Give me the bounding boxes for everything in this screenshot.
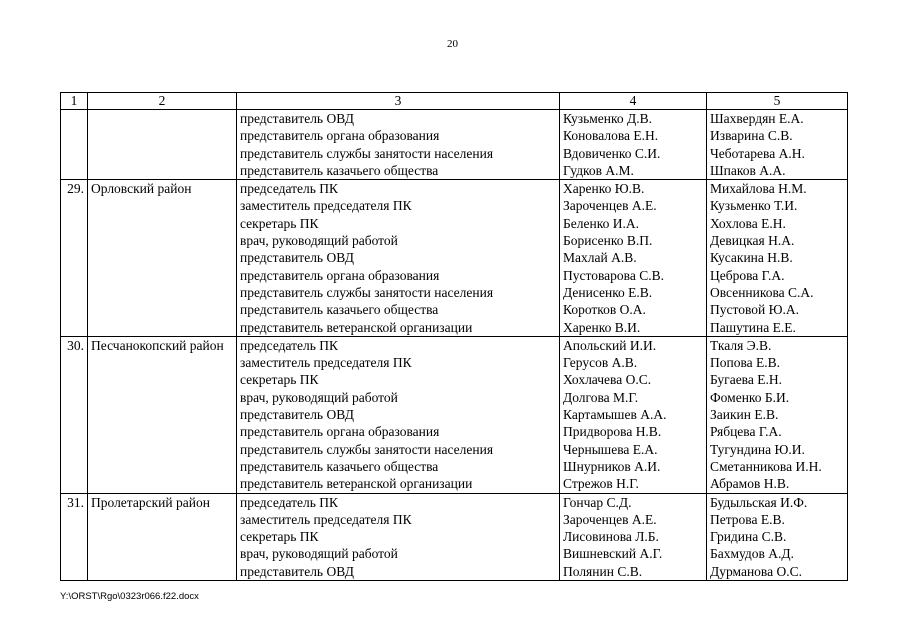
- member-cell: [560, 493, 707, 580]
- role-line: председатель ПК: [240, 337, 339, 353]
- reserve-name: Бугаева Е.Н.: [710, 372, 782, 388]
- reserve-name: Девицкая Н.А.: [710, 233, 795, 249]
- reserve-name: Рябцева Г.А.: [710, 424, 782, 440]
- role-line: представитель казачьего общества: [240, 162, 439, 178]
- member-cell: [560, 180, 707, 337]
- column-header: 3: [237, 93, 560, 110]
- role-line: заместитель председателя ПК: [240, 511, 412, 527]
- row-number: [61, 110, 88, 180]
- member-name: Придворова Н.В.: [563, 424, 662, 440]
- role-line: представитель органа образования: [240, 267, 440, 283]
- member-name: Пустоварова С.В.: [563, 267, 664, 283]
- member-name: Гончар С.Д.: [563, 494, 632, 510]
- reserve-name: Шахвердян Е.А.: [710, 111, 804, 126]
- role-line: врач, руководящий работой: [240, 546, 398, 562]
- role-line: представитель ОВД: [240, 407, 354, 423]
- reserve-name: Михайлова Н.М.: [710, 181, 807, 197]
- column-header: 1: [61, 93, 88, 110]
- role-line: председатель ПК: [240, 494, 339, 510]
- member-name: Кузьменко Д.В.: [563, 111, 652, 126]
- reserve-name: Шпаков А.А.: [710, 162, 786, 178]
- column-header: 4: [560, 93, 707, 110]
- reserve-name: Овсенникова С.А.: [710, 284, 814, 300]
- district-name: Пролетарский район: [88, 493, 237, 580]
- role-line: секретарь ПК: [240, 215, 319, 231]
- role-line: секретарь ПК: [240, 372, 319, 388]
- member-name: Лисовинова Л.Б.: [563, 529, 659, 545]
- reserve-name: Пустовой Ю.А.: [710, 302, 799, 318]
- role-line: врач, руководящий работой: [240, 233, 398, 249]
- member-name: Вдовиченко С.И.: [563, 145, 661, 161]
- role-line: секретарь ПК: [240, 529, 319, 545]
- table-row: [61, 493, 848, 580]
- role-line: заместитель председателя ПК: [240, 198, 412, 214]
- reserve-name: Кусакина Н.В.: [710, 250, 793, 266]
- member-name: Денисенко Е.В.: [563, 284, 653, 300]
- role-line: заместитель председателя ПК: [240, 355, 412, 371]
- column-header: 5: [707, 93, 848, 110]
- member-name: Харенко Ю.В.: [563, 181, 645, 197]
- role-line: представитель службы занятости населения: [240, 284, 494, 300]
- member-name: Хохлачева О.С.: [563, 372, 652, 388]
- reserve-name: Бахмудов А.Д.: [710, 546, 795, 562]
- member-name: Вишневский А.Г.: [563, 546, 663, 562]
- table-header-row: [61, 93, 848, 110]
- footer-file-path: Y:\ORST\Rgo\0323r066.f22.docx: [60, 591, 199, 602]
- member-name: Герусов А.В.: [563, 355, 638, 371]
- role-line: председатель ПК: [240, 181, 339, 197]
- reserve-name: Сметанникова И.Н.: [710, 458, 822, 474]
- reserve-name: Дурманова О.С.: [710, 563, 802, 579]
- reserve-name: Кузьменко Т.И.: [710, 198, 798, 214]
- member-name: Гудков А.М.: [563, 162, 634, 178]
- reserve-cell: [707, 180, 848, 337]
- role-line: представитель ОВД: [240, 563, 354, 579]
- reserve-name: Попова Е.В.: [710, 355, 781, 371]
- member-name: Шнурников А.И.: [563, 458, 661, 474]
- row-number: 29.: [61, 180, 88, 337]
- member-name: Коновалова Е.Н.: [563, 128, 659, 144]
- reserve-name: Пашутина Е.Е.: [710, 319, 796, 335]
- role-line: представитель ОВД: [240, 250, 354, 266]
- reserve-cell: [707, 110, 848, 180]
- member-name: Картамышев А.А.: [563, 407, 667, 423]
- role-line: представитель органа образования: [240, 424, 440, 440]
- member-cell: [560, 336, 707, 493]
- district-name: Песчанокопский район: [88, 336, 237, 493]
- reserve-cell: [707, 336, 848, 493]
- reserve-name: Гридина С.В.: [710, 529, 787, 545]
- role-line: представитель службы занятости населения: [240, 145, 494, 161]
- member-name: Зароченцев А.Е.: [563, 511, 657, 527]
- reserve-name: Хохлова Е.Н.: [710, 215, 786, 231]
- member-name: Коротков О.А.: [563, 302, 646, 318]
- member-name: Борисенко В.П.: [563, 233, 653, 249]
- district-name: Орловский район: [88, 180, 237, 337]
- member-name: Чернышева Е.А.: [563, 441, 658, 457]
- role-line: представитель ветеранской организации: [240, 476, 473, 492]
- role-cell: [237, 493, 560, 580]
- column-header: 2: [88, 93, 237, 110]
- role-line: представитель ОВД: [240, 111, 354, 126]
- district-name: [88, 110, 237, 180]
- member-name: Стрежов Н.Г.: [563, 476, 639, 492]
- table-body: [61, 110, 848, 581]
- reserve-cell: [707, 493, 848, 580]
- commission-table: [60, 92, 848, 581]
- member-name: Зароченцев А.Е.: [563, 198, 657, 214]
- table-row: [61, 180, 848, 337]
- reserve-name: Заикин Е.В.: [710, 407, 779, 423]
- role-line: представитель службы занятости населения: [240, 441, 494, 457]
- row-number: 30.: [61, 336, 88, 493]
- role-cell: [237, 110, 560, 180]
- role-line: представитель казачьего общества: [240, 302, 439, 318]
- member-name: Долгова М.Г.: [563, 389, 639, 405]
- member-name: Беленко И.А.: [563, 215, 639, 231]
- role-line: врач, руководящий работой: [240, 389, 398, 405]
- reserve-name: Фоменко Б.И.: [710, 389, 790, 405]
- member-name: Апольский И.И.: [563, 337, 657, 353]
- reserve-name: Чеботарева А.Н.: [710, 145, 805, 161]
- member-name: Махлай А.В.: [563, 250, 637, 266]
- reserve-name: Изварина С.В.: [710, 128, 793, 144]
- table-row: [61, 110, 848, 180]
- reserve-name: Тугундина Ю.И.: [710, 441, 805, 457]
- member-name: Полянин С.В.: [563, 563, 643, 579]
- role-line: представитель ветеранской организации: [240, 319, 473, 335]
- member-cell: [560, 110, 707, 180]
- page-number: 20: [447, 38, 458, 50]
- reserve-name: Петрова Е.В.: [710, 511, 785, 527]
- reserve-name: Будыльская И.Ф.: [710, 494, 808, 510]
- role-cell: [237, 336, 560, 493]
- member-name: Харенко В.И.: [563, 319, 641, 335]
- reserve-name: Цеброва Г.А.: [710, 267, 785, 283]
- role-line: представитель казачьего общества: [240, 458, 439, 474]
- role-cell: [237, 180, 560, 337]
- reserve-name: Абрамов Н.В.: [710, 476, 790, 492]
- reserve-name: Ткаля Э.В.: [710, 337, 772, 353]
- row-number: 31.: [61, 493, 88, 580]
- table-row: [61, 336, 848, 493]
- role-line: представитель органа образования: [240, 128, 440, 144]
